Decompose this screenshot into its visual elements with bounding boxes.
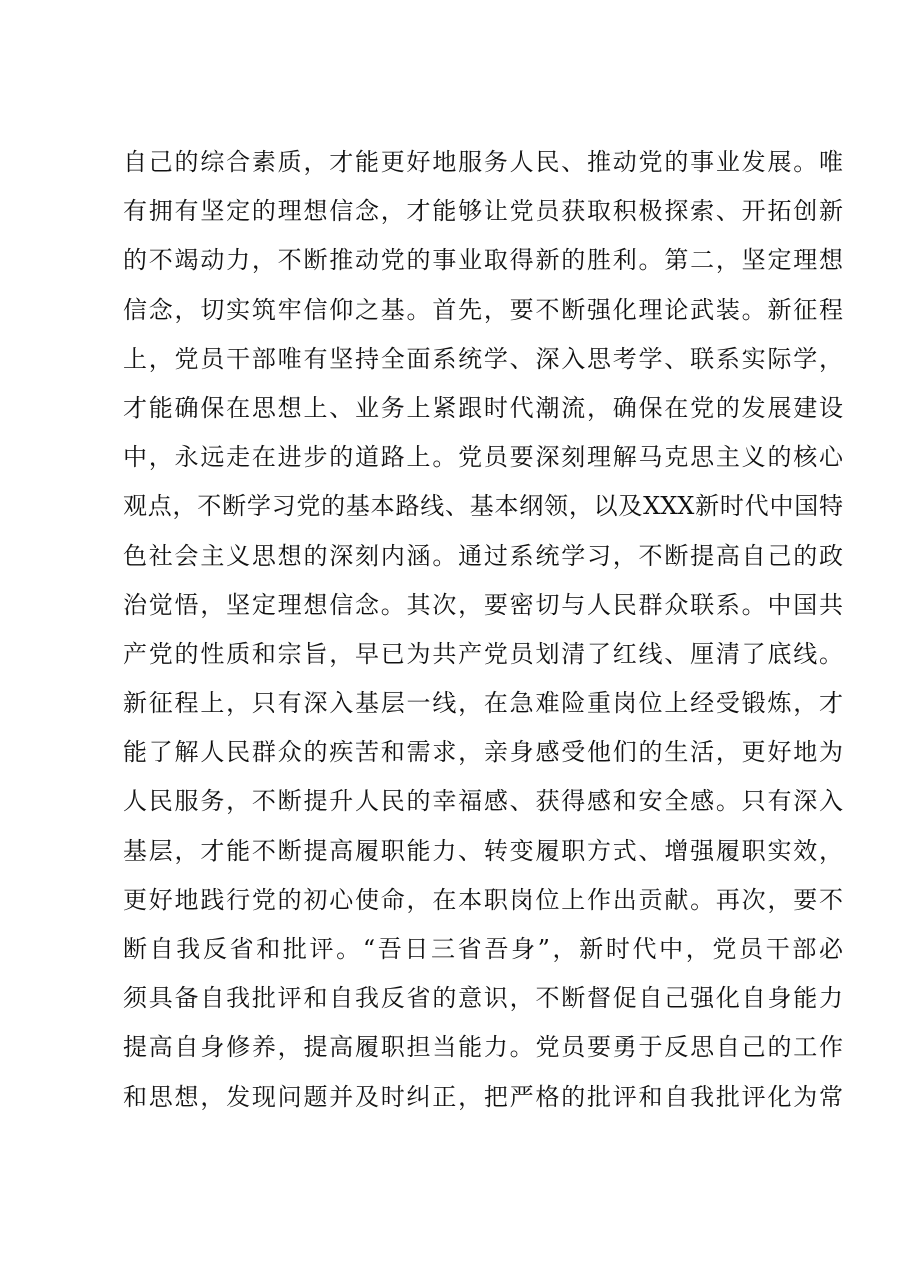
text-line: 断自我反省和批评。“吾日三省吾身”，新时代中，党员干部必	[123, 935, 843, 963]
text-line: 能了解人民群众的疾苦和需求，亲身感受他们的生活，更好地为	[123, 738, 843, 767]
text-line: 新征程上，只有深入基层一线，在急难险重岗位上经受锻炼，才	[123, 689, 843, 718]
text-line: 基层，才能不断提高履职能力、转变履职方式、增强履职实效，	[123, 836, 843, 865]
text-line: 和思想，发现问题并及时纠正，把严格的批评和自我批评化为常	[123, 1082, 843, 1111]
text-line: 才能确保在思想上、业务上紧跟时代潮流，确保在党的发展建设	[123, 393, 843, 422]
text-line: 信念，切实筑牢信仰之基。首先，要不断强化理论武装。新征程	[123, 295, 843, 324]
text-line: 人民服务，不断提升人民的幸福感、获得感和安全感。只有深入	[123, 787, 843, 816]
text-line: 治觉悟，坚定理想信念。其次，要密切与人民群众联系。中国共	[123, 590, 843, 619]
text-line: 自己的综合素质，才能更好地服务人民、推动党的事业发展。唯	[123, 148, 843, 176]
body-paragraph	[123, 138, 843, 1122]
text-line: 提高自身修养，提高履职担当能力。党员要勇于反思自己的工作	[123, 1033, 843, 1062]
text-line: 有拥有坚定的理想信念，才能够让党员获取积极探索、开拓创新	[123, 197, 843, 226]
text-line: 色社会主义思想的深刻内涵。通过系统学习，不断提高自己的政	[123, 541, 843, 570]
text-line: 观点，不断学习党的基本路线、基本纲领，以及XXX新时代中国特	[123, 492, 843, 521]
text-line: 须具备自我批评和自我反省的意识，不断督促自己强化自身能力	[123, 984, 843, 1013]
text-line: 的不竭动力，不断推动党的事业取得新的胜利。第二，坚定理想	[123, 246, 843, 275]
text-line: 产党的性质和宗旨，早已为共产党员划清了红线、厘清了底线。	[123, 639, 843, 668]
text-line: 上，党员干部唯有坚持全面系统学、深入思考学、联系实际学，	[123, 344, 843, 373]
text-line: 中，永远走在进步的道路上。党员要深刻理解马克思主义的核心	[123, 443, 843, 472]
text-line: 更好地践行党的初心使命，在本职岗位上作出贡献。再次，要不	[123, 885, 843, 914]
